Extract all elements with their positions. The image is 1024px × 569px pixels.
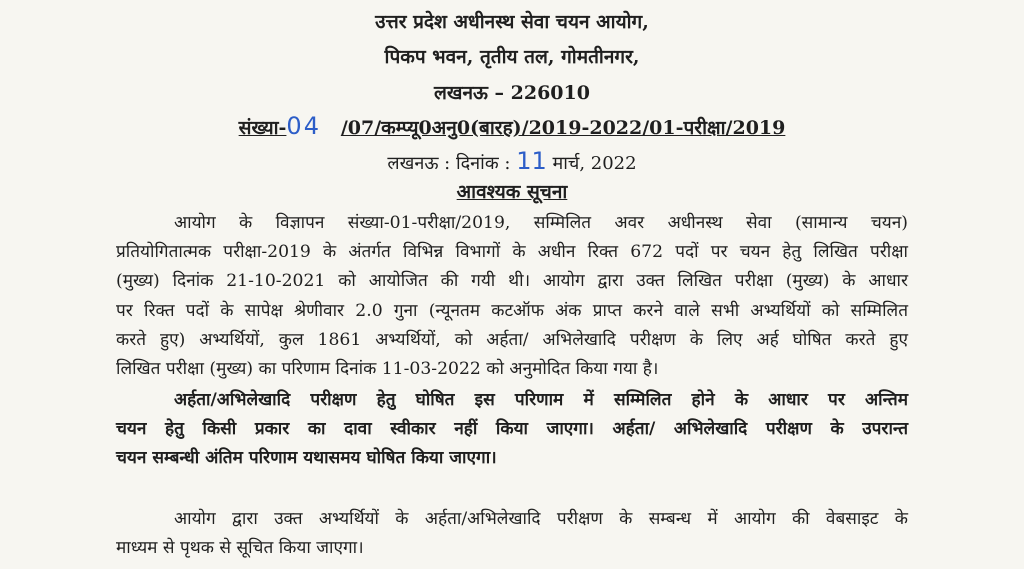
org-name: उत्तर प्रदेश अधीनस्थ सेवा चयन आयोग, (375, 11, 649, 33)
paragraph-line: आयोग द्वारा उक्त अभ्यर्थियों के अर्हता/अभिलेखादि परीक्षण के सम्बन्ध में आयोग की वेबसाइट के (174, 509, 908, 529)
reference-suffix: /07/कम्प्यू0अनु0(बारह)/2019-2022/01-परीक्षा/2019 (340, 117, 786, 139)
paragraph-line: प्रतियोगितात्मक परीक्षा-2019 के अंतर्गत विभिन्न विभागों के अधीन रिक्त 672 पदों पर चयन हेतु लिखित परीक्षा (116, 242, 908, 263)
paragraph-2 (116, 386, 908, 474)
date-line (0, 147, 1024, 175)
paragraph-line: चयन सम्बन्धी अंतिम परिणाम यथासमय घोषित किया जाएगा। (116, 448, 497, 469)
reference-number (0, 112, 1024, 140)
paragraph-1 (116, 209, 908, 384)
paragraph-line: माध्यम से पृथक से सूचित किया जाएगा। (116, 538, 364, 559)
address-line: पिकप भवन, तृतीय तल, गोमतीनगर, (384, 46, 640, 68)
reference-handwritten-number: 04 (286, 112, 321, 140)
date-prefix: लखनऊ : दिनांक : (387, 153, 511, 174)
paragraph-line: अर्हता/अभिलेखादि परीक्षण हेतु घोषित इस परिणाम में सम्मिलित होने के आधार पर अन्तिम (174, 390, 908, 410)
paragraph-line: आयोग के विज्ञापन संख्या-01-परीक्षा/2019, सम्मिलित अवर अधीनस्थ सेवा (सामान्य चयन) (174, 213, 908, 233)
paragraph-3 (116, 505, 908, 563)
date-handwritten-day: 11 (516, 147, 547, 175)
date-suffix: मार्च, 2022 (552, 153, 637, 174)
notice-title (0, 178, 1024, 204)
paragraph-line: लिखित परीक्षा (मुख्य) का परिणाम दिनांक 11-03-2022 को अनुमोदित किया गया है। (116, 359, 659, 380)
reference-prefix: संख्या- (238, 117, 287, 139)
city-pin: लखनऊ – 226010 (434, 82, 590, 104)
paragraph-line: करते हुए) अभ्यर्थियों, कुल 1861 अभ्यर्थियों, को अर्हता/ अभिलेखादि परीक्षण के लिए अर्ह घोषित करते हुए (116, 329, 908, 350)
notice-title-text: आवश्यक सूचना (456, 181, 568, 203)
paragraph-line: चयन हेतु किसी प्रकार का दावा स्वीकार नहीं किया जाएगा। अर्हता/ अभिलेखादि परीक्षण के उपरान्त (116, 419, 908, 440)
paragraph-line: (मुख्य) दिनांक 21-10-2021 को आयोजित की गयी थी। आयोग द्वारा उक्त लिखित परीक्षा (मुख्य) के आधार (116, 271, 908, 292)
paragraph-line: पर रिक्त पदों के सापेक्ष श्रेणीवार 2.0 गुना (न्यूनतम कटऑफ अंक प्राप्त करने वाले सभी अभ्यर्थियों को सम्मिलित (116, 300, 908, 321)
